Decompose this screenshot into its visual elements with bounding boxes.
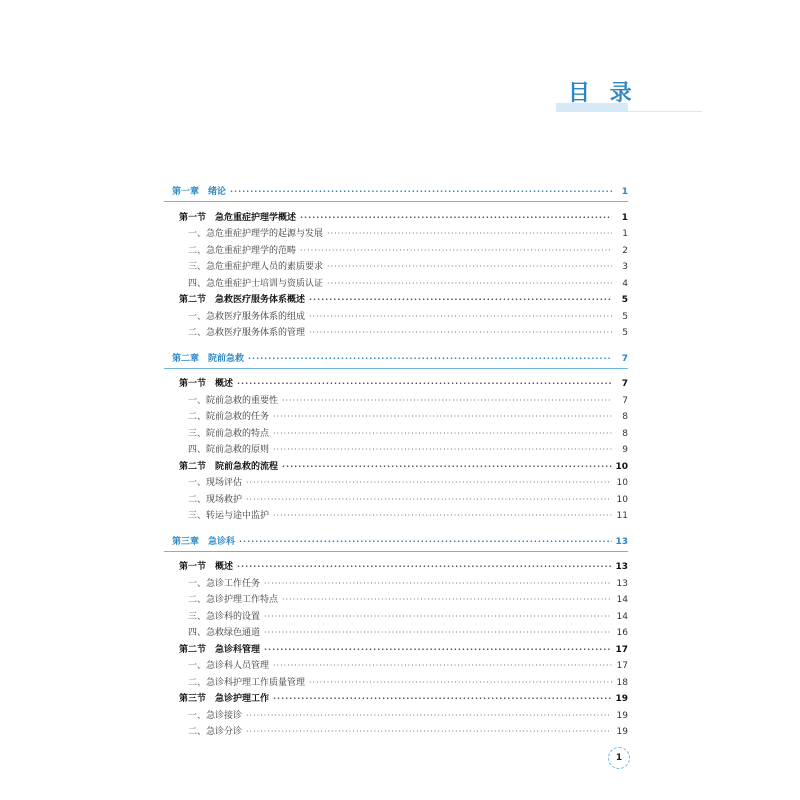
dot-leader (309, 309, 612, 325)
chapter-title: 第二章 院前急救 (172, 353, 245, 364)
item-entry[interactable] (164, 592, 628, 608)
item-entry[interactable] (164, 492, 628, 508)
section-entry[interactable] (164, 459, 628, 475)
item-title: 四、急救绿色通道 (188, 628, 261, 638)
item-entry[interactable] (164, 409, 628, 425)
item-title: 二、急诊科护理工作质量管理 (188, 677, 306, 688)
item-entry[interactable] (164, 475, 628, 491)
item-page-number: 18 (616, 677, 628, 688)
item-entry[interactable] (164, 309, 628, 325)
item-page-number: 2 (622, 245, 628, 256)
chapter-page-number: 7 (621, 353, 628, 364)
item-page-number: 5 (622, 328, 628, 338)
section-entry[interactable] (164, 210, 628, 226)
item-title: 四、院前急救的原则 (188, 445, 270, 455)
dot-leader (273, 409, 612, 425)
dot-leader (246, 492, 612, 508)
item-page-number: 7 (622, 395, 628, 406)
dot-leader (282, 459, 612, 475)
dot-leader (327, 259, 612, 275)
dot-leader (264, 642, 612, 658)
item-entry[interactable] (164, 393, 628, 409)
chapter-entry[interactable] (164, 534, 628, 550)
item-page-number: 10 (616, 478, 628, 488)
item-page-number: 11 (616, 511, 628, 521)
section-entry[interactable] (164, 376, 628, 392)
section-entry[interactable] (164, 559, 628, 575)
item-page-number: 8 (622, 428, 628, 439)
item-title: 一、急诊接诊 (188, 710, 243, 721)
section-page-number: 10 (615, 461, 628, 472)
dot-leader (273, 508, 612, 524)
toc-title-block (556, 72, 706, 118)
item-entry[interactable] (164, 276, 628, 292)
item-title: 三、转运与途中监护 (188, 511, 270, 521)
item-entry[interactable] (164, 243, 628, 259)
section-title: 第一节 概述 (179, 562, 234, 572)
section-entry[interactable] (164, 642, 628, 658)
dot-leader (273, 658, 612, 674)
item-entry[interactable] (164, 259, 628, 275)
dot-leader (273, 691, 612, 707)
dot-leader (230, 184, 612, 200)
section-entry[interactable] (164, 292, 628, 308)
title-underline-line (628, 111, 702, 112)
item-title: 二、急危重症护理学的范畴 (188, 245, 297, 256)
chapter-title: 第一章 绪论 (172, 187, 227, 197)
item-title: 二、急救医疗服务体系的管理 (188, 328, 306, 338)
section-title: 第二节 院前急救的流程 (179, 461, 279, 472)
item-title: 一、急诊科人员管理 (188, 661, 270, 671)
item-title: 二、院前急救的任务 (188, 412, 270, 422)
item-title: 一、院前急救的重要性 (188, 395, 279, 406)
item-title: 二、急诊护理工作特点 (188, 595, 279, 605)
section-page-number: 17 (615, 644, 628, 655)
section-page-number: 1 (621, 212, 628, 223)
item-entry[interactable] (164, 675, 628, 691)
item-title: 一、急救医疗服务体系的组成 (188, 311, 306, 322)
item-title: 三、急危重症护理人员的素质要求 (188, 262, 324, 272)
chapter-page-number: 13 (615, 536, 628, 547)
section-title: 第二节 急诊科管理 (179, 644, 261, 655)
item-page-number: 14 (616, 595, 628, 605)
dot-leader (309, 675, 612, 691)
item-entry[interactable] (164, 658, 628, 674)
dot-leader (237, 559, 612, 575)
dot-leader (237, 376, 612, 392)
item-title: 三、院前急救的特点 (188, 428, 270, 439)
section-page-number: 13 (615, 562, 628, 572)
dot-leader (282, 393, 612, 409)
item-page-number: 1 (622, 229, 628, 239)
item-entry[interactable] (164, 226, 628, 242)
item-title: 一、现场评估 (188, 478, 243, 488)
dot-leader (246, 724, 612, 740)
dot-leader (309, 292, 612, 308)
item-entry[interactable] (164, 609, 628, 625)
item-page-number: 19 (616, 710, 628, 721)
item-entry[interactable] (164, 442, 628, 458)
chapter-divider (164, 201, 628, 202)
chapter-entry[interactable] (164, 351, 628, 367)
chapter-title: 第三章 急诊科 (172, 536, 236, 547)
dot-leader (300, 210, 612, 226)
item-title: 四、急危重症护士培训与资质认证 (188, 278, 324, 289)
item-entry[interactable] (164, 325, 628, 341)
dot-leader (327, 276, 612, 292)
dot-leader (246, 708, 612, 724)
section-title: 第一节 急危重症护理学概述 (179, 212, 297, 223)
dot-leader (309, 325, 612, 341)
item-page-number: 14 (616, 611, 628, 622)
section-page-number: 5 (621, 295, 628, 305)
page-title: 目 录 (568, 81, 638, 106)
item-page-number: 13 (616, 578, 628, 589)
item-title: 二、急诊分诊 (188, 727, 243, 737)
dot-leader (327, 226, 612, 242)
dot-leader (282, 592, 612, 608)
dot-leader (264, 625, 612, 641)
item-entry[interactable] (164, 576, 628, 592)
section-title: 第一节 概述 (179, 379, 234, 389)
dot-leader (273, 442, 612, 458)
chapter-entry[interactable] (164, 184, 628, 200)
item-entry[interactable] (164, 708, 628, 724)
chapter-divider (164, 551, 628, 552)
item-page-number: 17 (616, 661, 628, 671)
section-title: 第二节 急救医疗服务体系概述 (179, 295, 306, 305)
dot-leader (264, 609, 612, 625)
page-number: 1 (608, 747, 630, 769)
dot-leader (246, 475, 612, 491)
dot-leader (239, 534, 612, 550)
item-entry[interactable] (164, 508, 628, 524)
chapter-page-number: 1 (621, 187, 628, 197)
dot-leader (248, 351, 612, 367)
section-page-number: 7 (621, 379, 628, 389)
item-page-number: 4 (622, 278, 628, 289)
dot-leader (300, 243, 612, 259)
item-title: 一、急危重症护理学的起源与发展 (188, 229, 324, 239)
section-page-number: 19 (615, 694, 628, 704)
item-title: 二、现场救护 (188, 494, 243, 505)
item-entry[interactable] (164, 625, 628, 641)
dot-leader (264, 576, 612, 592)
section-entry[interactable] (164, 691, 628, 707)
item-title: 三、急诊科的设置 (188, 611, 261, 622)
chapter-divider (164, 368, 628, 369)
item-title: 一、急诊工作任务 (188, 578, 261, 589)
item-page-number: 10 (616, 494, 628, 505)
item-page-number: 9 (622, 445, 628, 455)
dot-leader (273, 426, 612, 442)
item-entry[interactable] (164, 724, 628, 740)
item-entry[interactable] (164, 426, 628, 442)
item-page-number: 16 (616, 628, 628, 638)
item-page-number: 3 (622, 262, 628, 272)
item-page-number: 19 (616, 727, 628, 737)
item-page-number: 5 (622, 311, 628, 322)
section-title: 第三节 急诊护理工作 (179, 694, 270, 704)
item-page-number: 8 (622, 412, 628, 422)
